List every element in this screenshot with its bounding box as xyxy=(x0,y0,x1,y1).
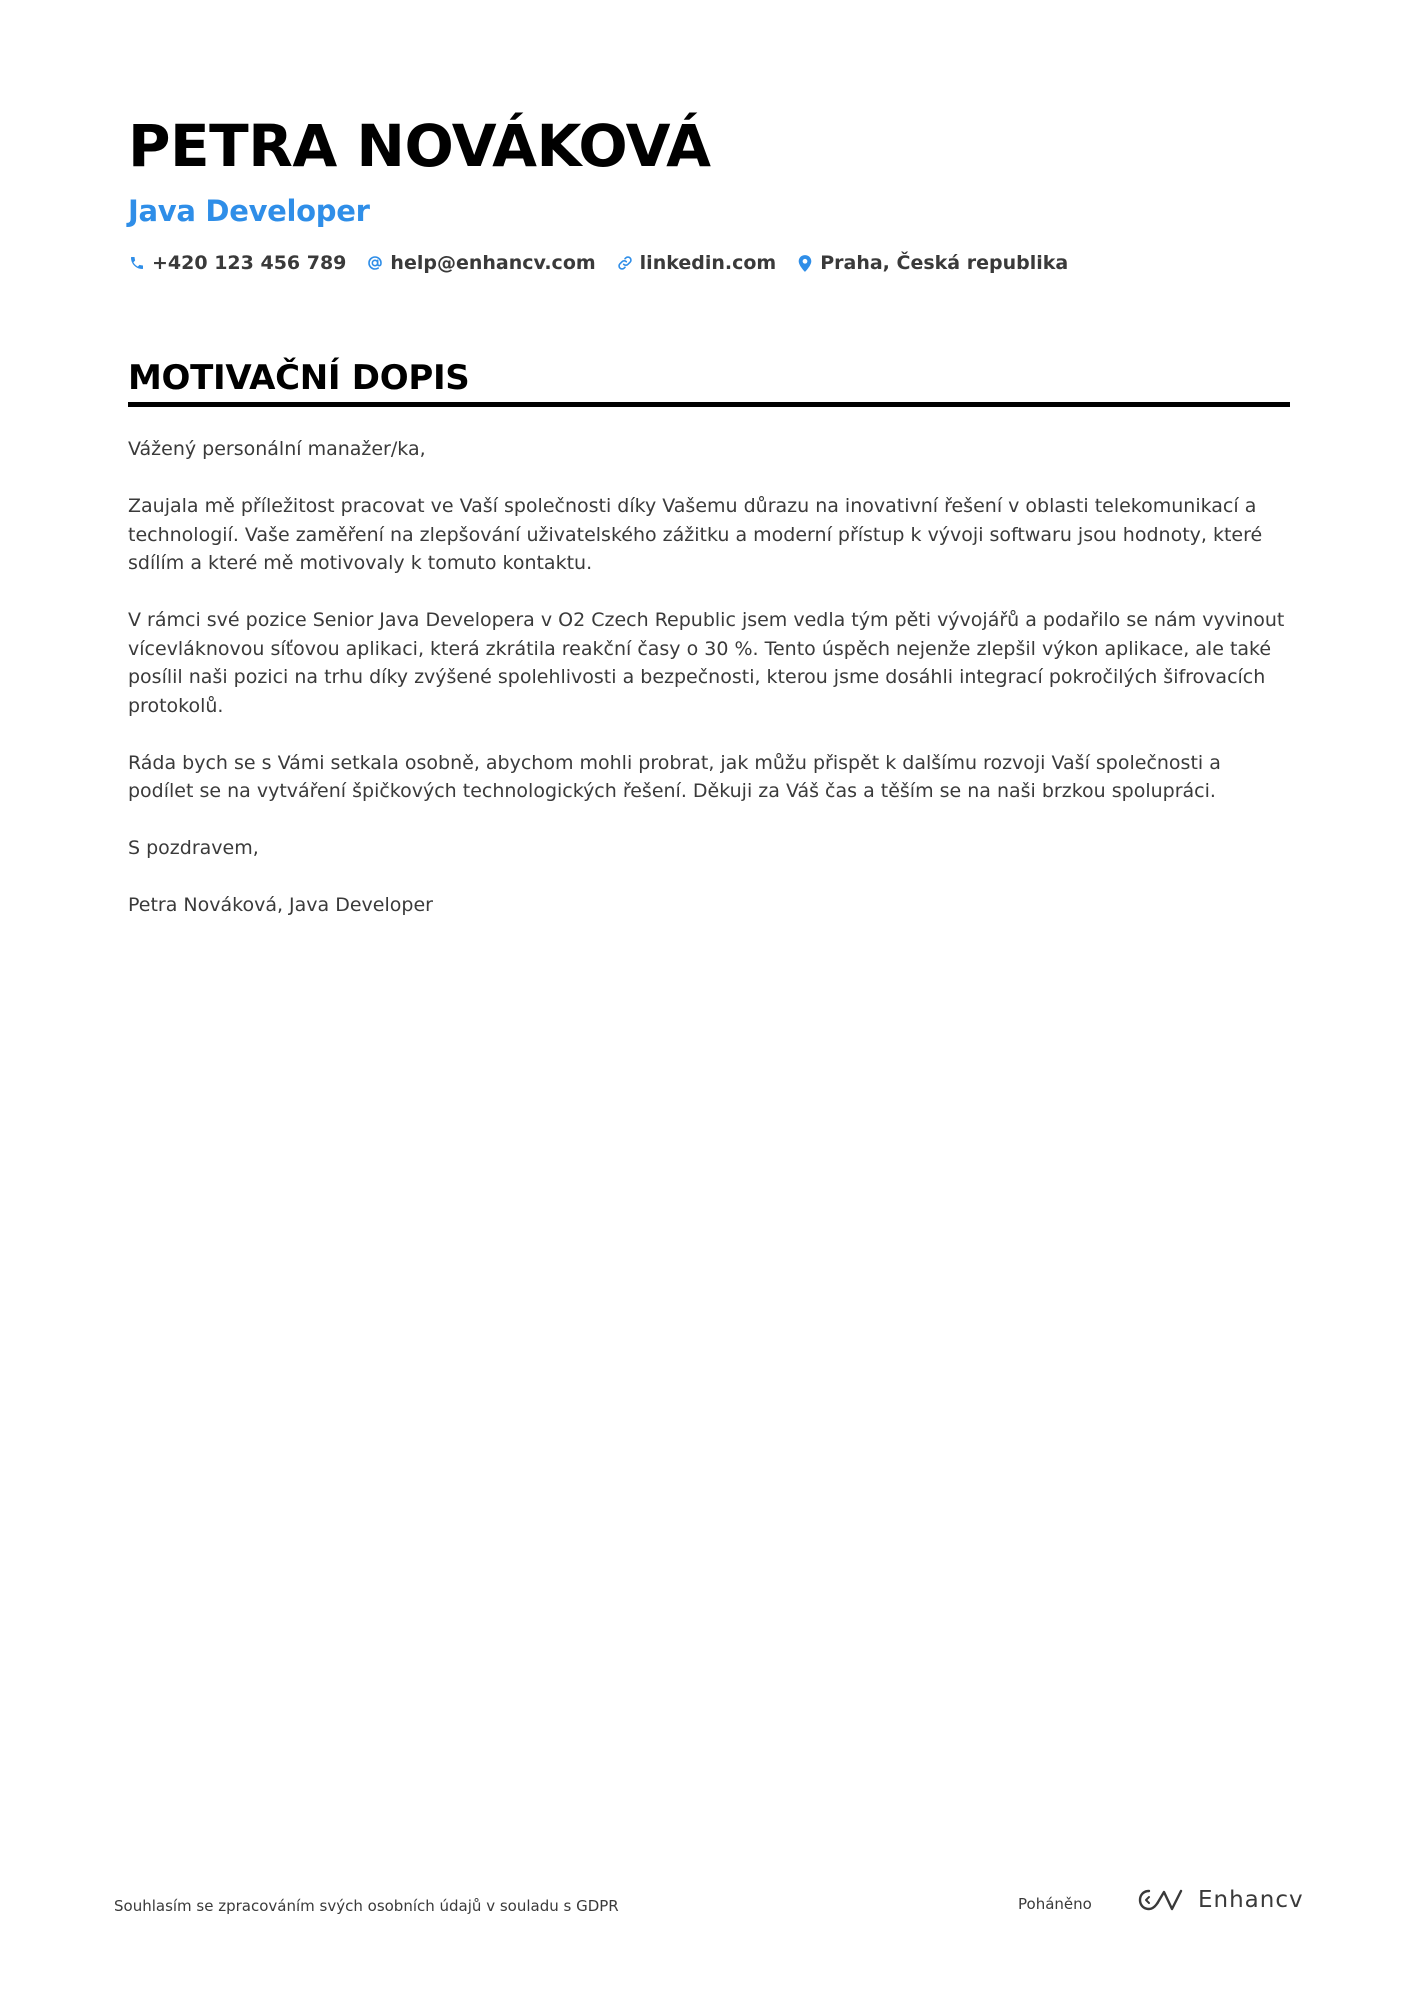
letter-signature: Petra Nováková, Java Developer xyxy=(128,894,433,916)
contact-phone xyxy=(128,252,346,274)
contact-email-text: help@enhancv.com xyxy=(390,252,596,274)
at-icon xyxy=(366,254,384,272)
contact-phone-text: +420 123 456 789 xyxy=(152,252,347,274)
section-divider xyxy=(128,402,1290,407)
letter-closing: S pozdravem, xyxy=(128,837,259,859)
letter-paragraph: V rámci své pozice Senior Java Developera v O2 Czech Republic jsem vedla tým pěti vývojářů a podařilo se nám vyvinout vícevláknovou síťovou aplikaci, která zkrátila reakční časy o 30 %. Tento úspěch nejenže zlepšil výkon aplikace, ale také posílil naši pozici na trhu díky zvýšené spolehlivosti a bezpečnosti, kterou jsme dosáhli integrací pokročilých šifrovacích protokolů. xyxy=(128,609,1285,717)
location-pin-icon xyxy=(796,254,814,272)
gdpr-consent-text: Souhlasím se zpracováním svých osobních údajů v souladu s GDPR xyxy=(114,1897,619,1915)
contact-email[interactable] xyxy=(366,252,595,274)
powered-by-label: Poháněno xyxy=(1018,1895,1092,1913)
enhancv-brand-link[interactable] xyxy=(1138,1887,1304,1913)
letter-paragraph: Zaujala mě příležitost pracovat ve Vaší společnosti díky Vašemu důrazu na inovativní řešení v oblasti telekomunikací a technologií. Vaše zaměření na zlepšování uživatelského zážitku a moderní přístup k vývoji softwaru jsou hodnoty, které sdílím a které mě motivovaly k tomuto kontaktu. xyxy=(128,495,1263,574)
contact-location xyxy=(796,252,1068,274)
letter-body xyxy=(128,435,1290,920)
contact-bar xyxy=(128,252,1290,274)
candidate-name: PETRA NOVÁKOVÁ xyxy=(128,112,711,180)
contact-location-text: Praha, Česká republika xyxy=(820,252,1069,274)
section-title: MOTIVAČNÍ DOPIS xyxy=(128,358,470,398)
contact-linkedin[interactable] xyxy=(616,252,777,274)
link-icon xyxy=(616,254,634,272)
enhancv-logo-icon xyxy=(1138,1887,1184,1913)
cover-letter-page xyxy=(128,110,1290,948)
page-footer xyxy=(0,1885,1410,1925)
letter-greeting: Vážený personální manažer/ka, xyxy=(128,438,426,460)
letter-paragraph: Ráda bych se s Vámi setkala osobně, abychom mohli probrat, jak můžu přispět k dalšímu rozvoji Vaší společnosti a podílet se na vytváření špičkových technologických řešení. Děkuji za Váš čas a těším se na naši brzkou spolupráci. xyxy=(128,751,1221,802)
candidate-role: Java Developer xyxy=(128,194,370,228)
enhancv-brand-name: Enhancv xyxy=(1198,1887,1304,1913)
contact-linkedin-text: linkedin.com xyxy=(639,252,777,274)
phone-icon xyxy=(128,254,146,272)
